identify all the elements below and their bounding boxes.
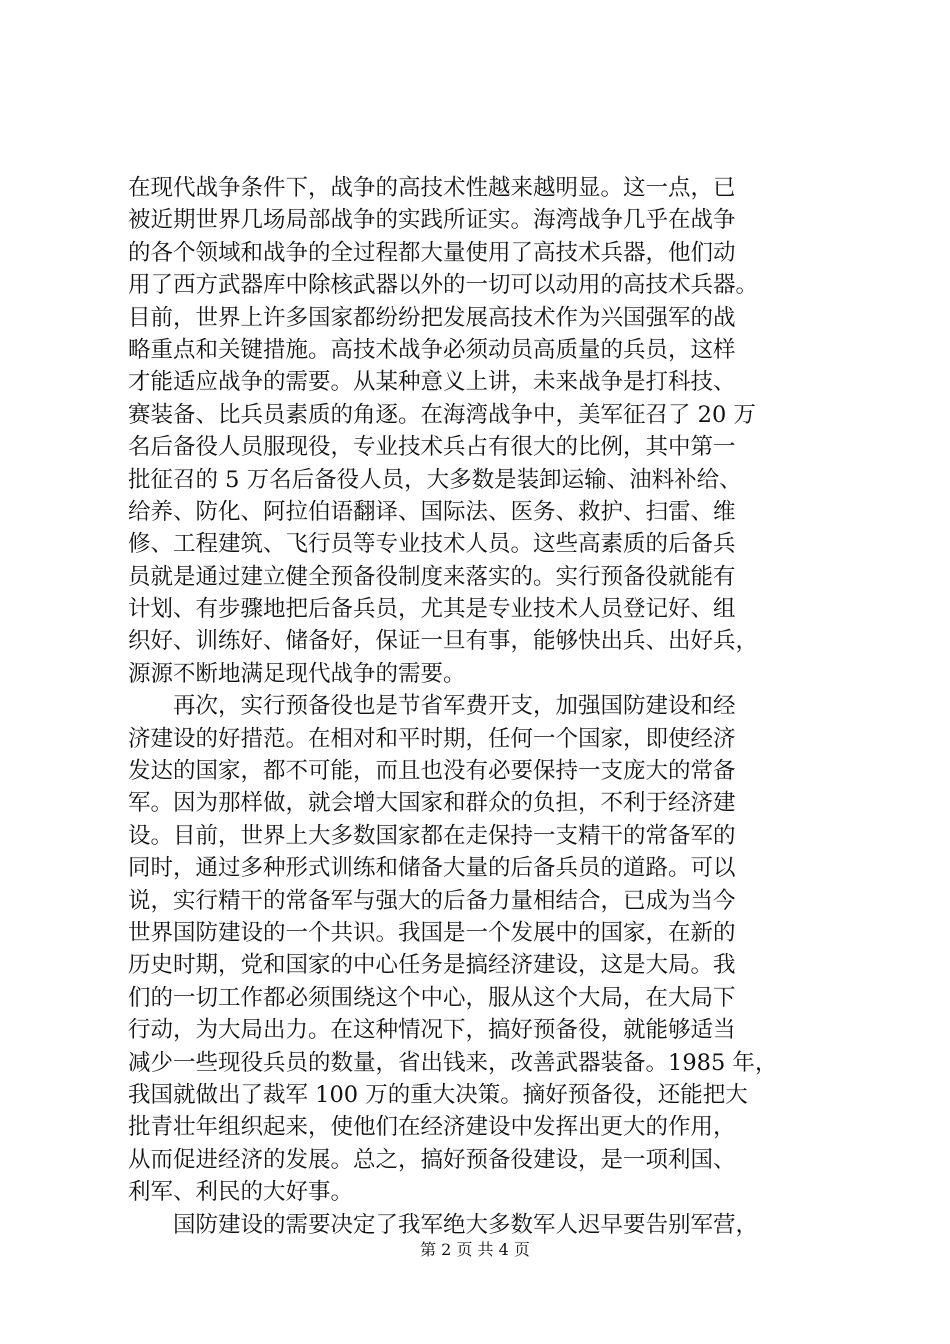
text-line: 说，实行精干的常备军与强大的后备力量相结合，已成为当今 <box>128 887 736 914</box>
text-line: 济建设的好措范。在相对和平时期，任何一个国家，即使经济 <box>128 725 736 752</box>
text-line: 略重点和关键措施。高技术战争必须动员高质量的兵员，这样 <box>128 336 736 363</box>
text-line: 从而促进经济的发展。总之，搞好预备役建设，是一项利国、 <box>128 1146 736 1173</box>
text-line: 织好、训练好、储备好，保证一旦有事，能够快出兵、出好兵， <box>128 628 759 655</box>
text-line: 历史时期，党和国家的中心任务是搞经济建设，这是大局。我 <box>128 952 736 979</box>
text-line: 利军、利民的大好事。 <box>128 1179 354 1206</box>
text-line: 才能适应战争的需要。从某种意义上讲，未来战争是打科技、 <box>128 369 736 396</box>
text-line: 行动，为大局出力。在这种情况下，搞好预备役，就能够适当 <box>128 1017 736 1044</box>
text-line: 修、工程建筑、飞行员等专业技术人员。这些高素质的后备兵 <box>128 531 736 558</box>
text-line: 赛装备、比兵员素质的角逐。在海湾战争中，美军征召了 20 万 <box>128 401 756 428</box>
text-line: 们的一切工作都必须围绕这个中心，服从这个大局，在大局下 <box>128 984 736 1011</box>
body-text <box>128 172 838 1241</box>
text-line: 在现代战争条件下，战争的高技术性越来越明显。这一点，已 <box>128 175 736 201</box>
paragraph-start-line: 国防建设的需要决定了我军绝大多数军人迟早要告别军营， <box>173 1211 759 1238</box>
text-line: 用了西方武器库中除核武器以外的一切可以动用的高技术兵器。 <box>128 272 759 299</box>
text-line: 发达的国家，都不可能，而且也没有必要保持一支庞大的常备 <box>128 758 736 785</box>
page-footer: 第 2 页 共 4 页 <box>420 1240 530 1259</box>
text-line: 减少一些现役兵员的数量，省出钱来，改善武器装备。1985 年， <box>128 1049 778 1076</box>
text-line: 给养、防化、阿拉伯语翻译、国际法、医务、救护、扫雷、维 <box>128 498 736 525</box>
text-line: 员就是通过建立健全预备役制度来落实的。实行预备役就能有 <box>128 563 736 590</box>
text-line: 同时，通过多种形式训练和储备大量的后备兵员的道路。可以 <box>128 855 736 882</box>
text-line: 被近期世界几场局部战争的实践所证实。海湾战争几乎在战争 <box>128 207 736 234</box>
text-line: 我国就做出了裁军 100 万的重大决策。摘好预备役，还能把大 <box>128 1081 748 1108</box>
text-line: 军。因为那样做，就会增大国家和群众的负担，不利于经济建 <box>128 790 736 817</box>
text-line: 批青壮年组织起来，使他们在经济建设中发挥出更大的作用， <box>128 1114 736 1141</box>
text-line: 世界国防建设的一个共识。我国是一个发展中的国家，在新的 <box>128 919 736 946</box>
text-line: 批征召的 5 万名后备役人员，大多数是装卸运输、油料补给、 <box>128 466 742 493</box>
text-line: 计划、有步骤地把后备兵员，尤其是专业技术人员登记好、组 <box>128 596 736 623</box>
text-line: 源源不断地满足现代战争的需要。 <box>128 660 466 687</box>
text-line: 设。目前，世界上大多数国家都在走保持一支精干的常备军的 <box>128 822 736 849</box>
text-line: 的各个领域和战争的全过程都大量使用了高技术兵器，他们动 <box>128 239 736 266</box>
text-line: 目前，世界上许多国家都纷纷把发展高技术作为兴国强军的战 <box>128 304 736 331</box>
paragraph-start-line: 再次，实行预备役也是节省军费开支，加强国防建设和经 <box>173 693 736 720</box>
text-line: 名后备役人员服现役，专业技术兵占有很大的比例，其中第一 <box>128 434 736 461</box>
